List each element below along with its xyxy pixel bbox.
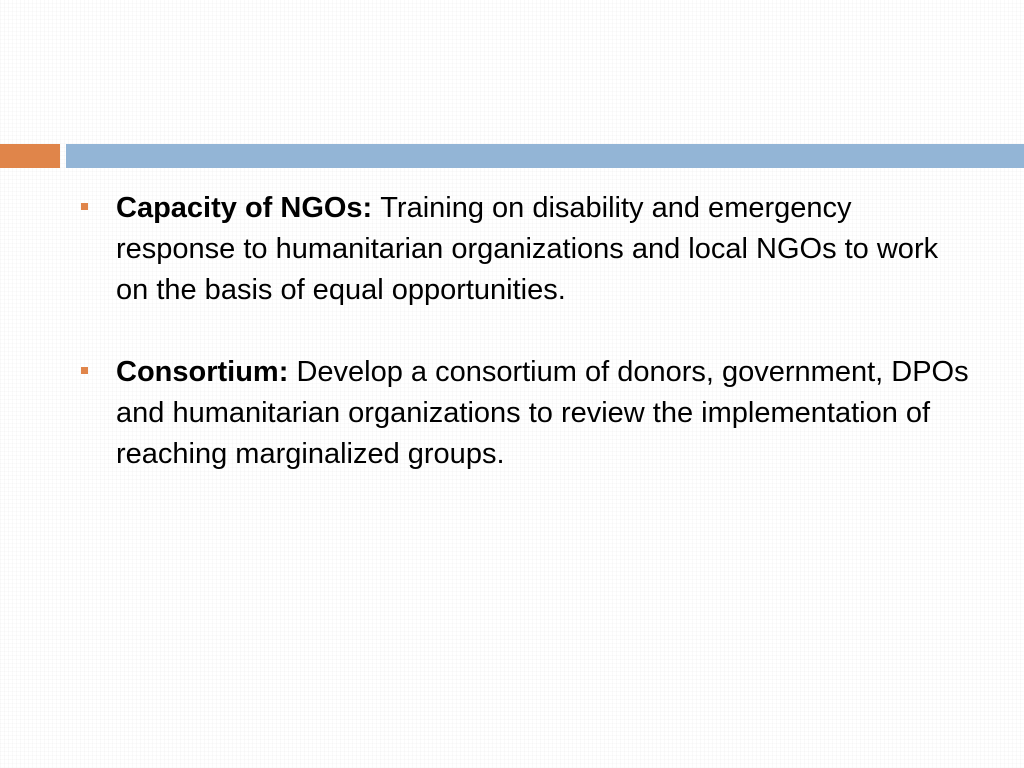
- accent-bar-orange: [0, 144, 60, 168]
- square-bullet-icon: [81, 367, 88, 374]
- bullet-item-consortium: [116, 352, 976, 475]
- bullet-item-capacity: [116, 188, 976, 311]
- accent-bar-blue: [66, 144, 1024, 168]
- header-accent-band: [0, 144, 1024, 168]
- bullet-title: Consortium:: [116, 356, 297, 388]
- bullet-title: Capacity of NGOs:: [116, 192, 381, 224]
- bullet-text: Develop a consortium of donors, government, DPOs and humanitarian organizations to review the implementation of reaching marginalized groups.: [116, 356, 969, 470]
- slide-content: [0, 188, 1024, 475]
- square-bullet-icon: [81, 203, 88, 210]
- bullet-text: Training on disability and emergency response to humanitarian organizations and local NGOs to work on the basis of equal opportunities.: [116, 192, 939, 306]
